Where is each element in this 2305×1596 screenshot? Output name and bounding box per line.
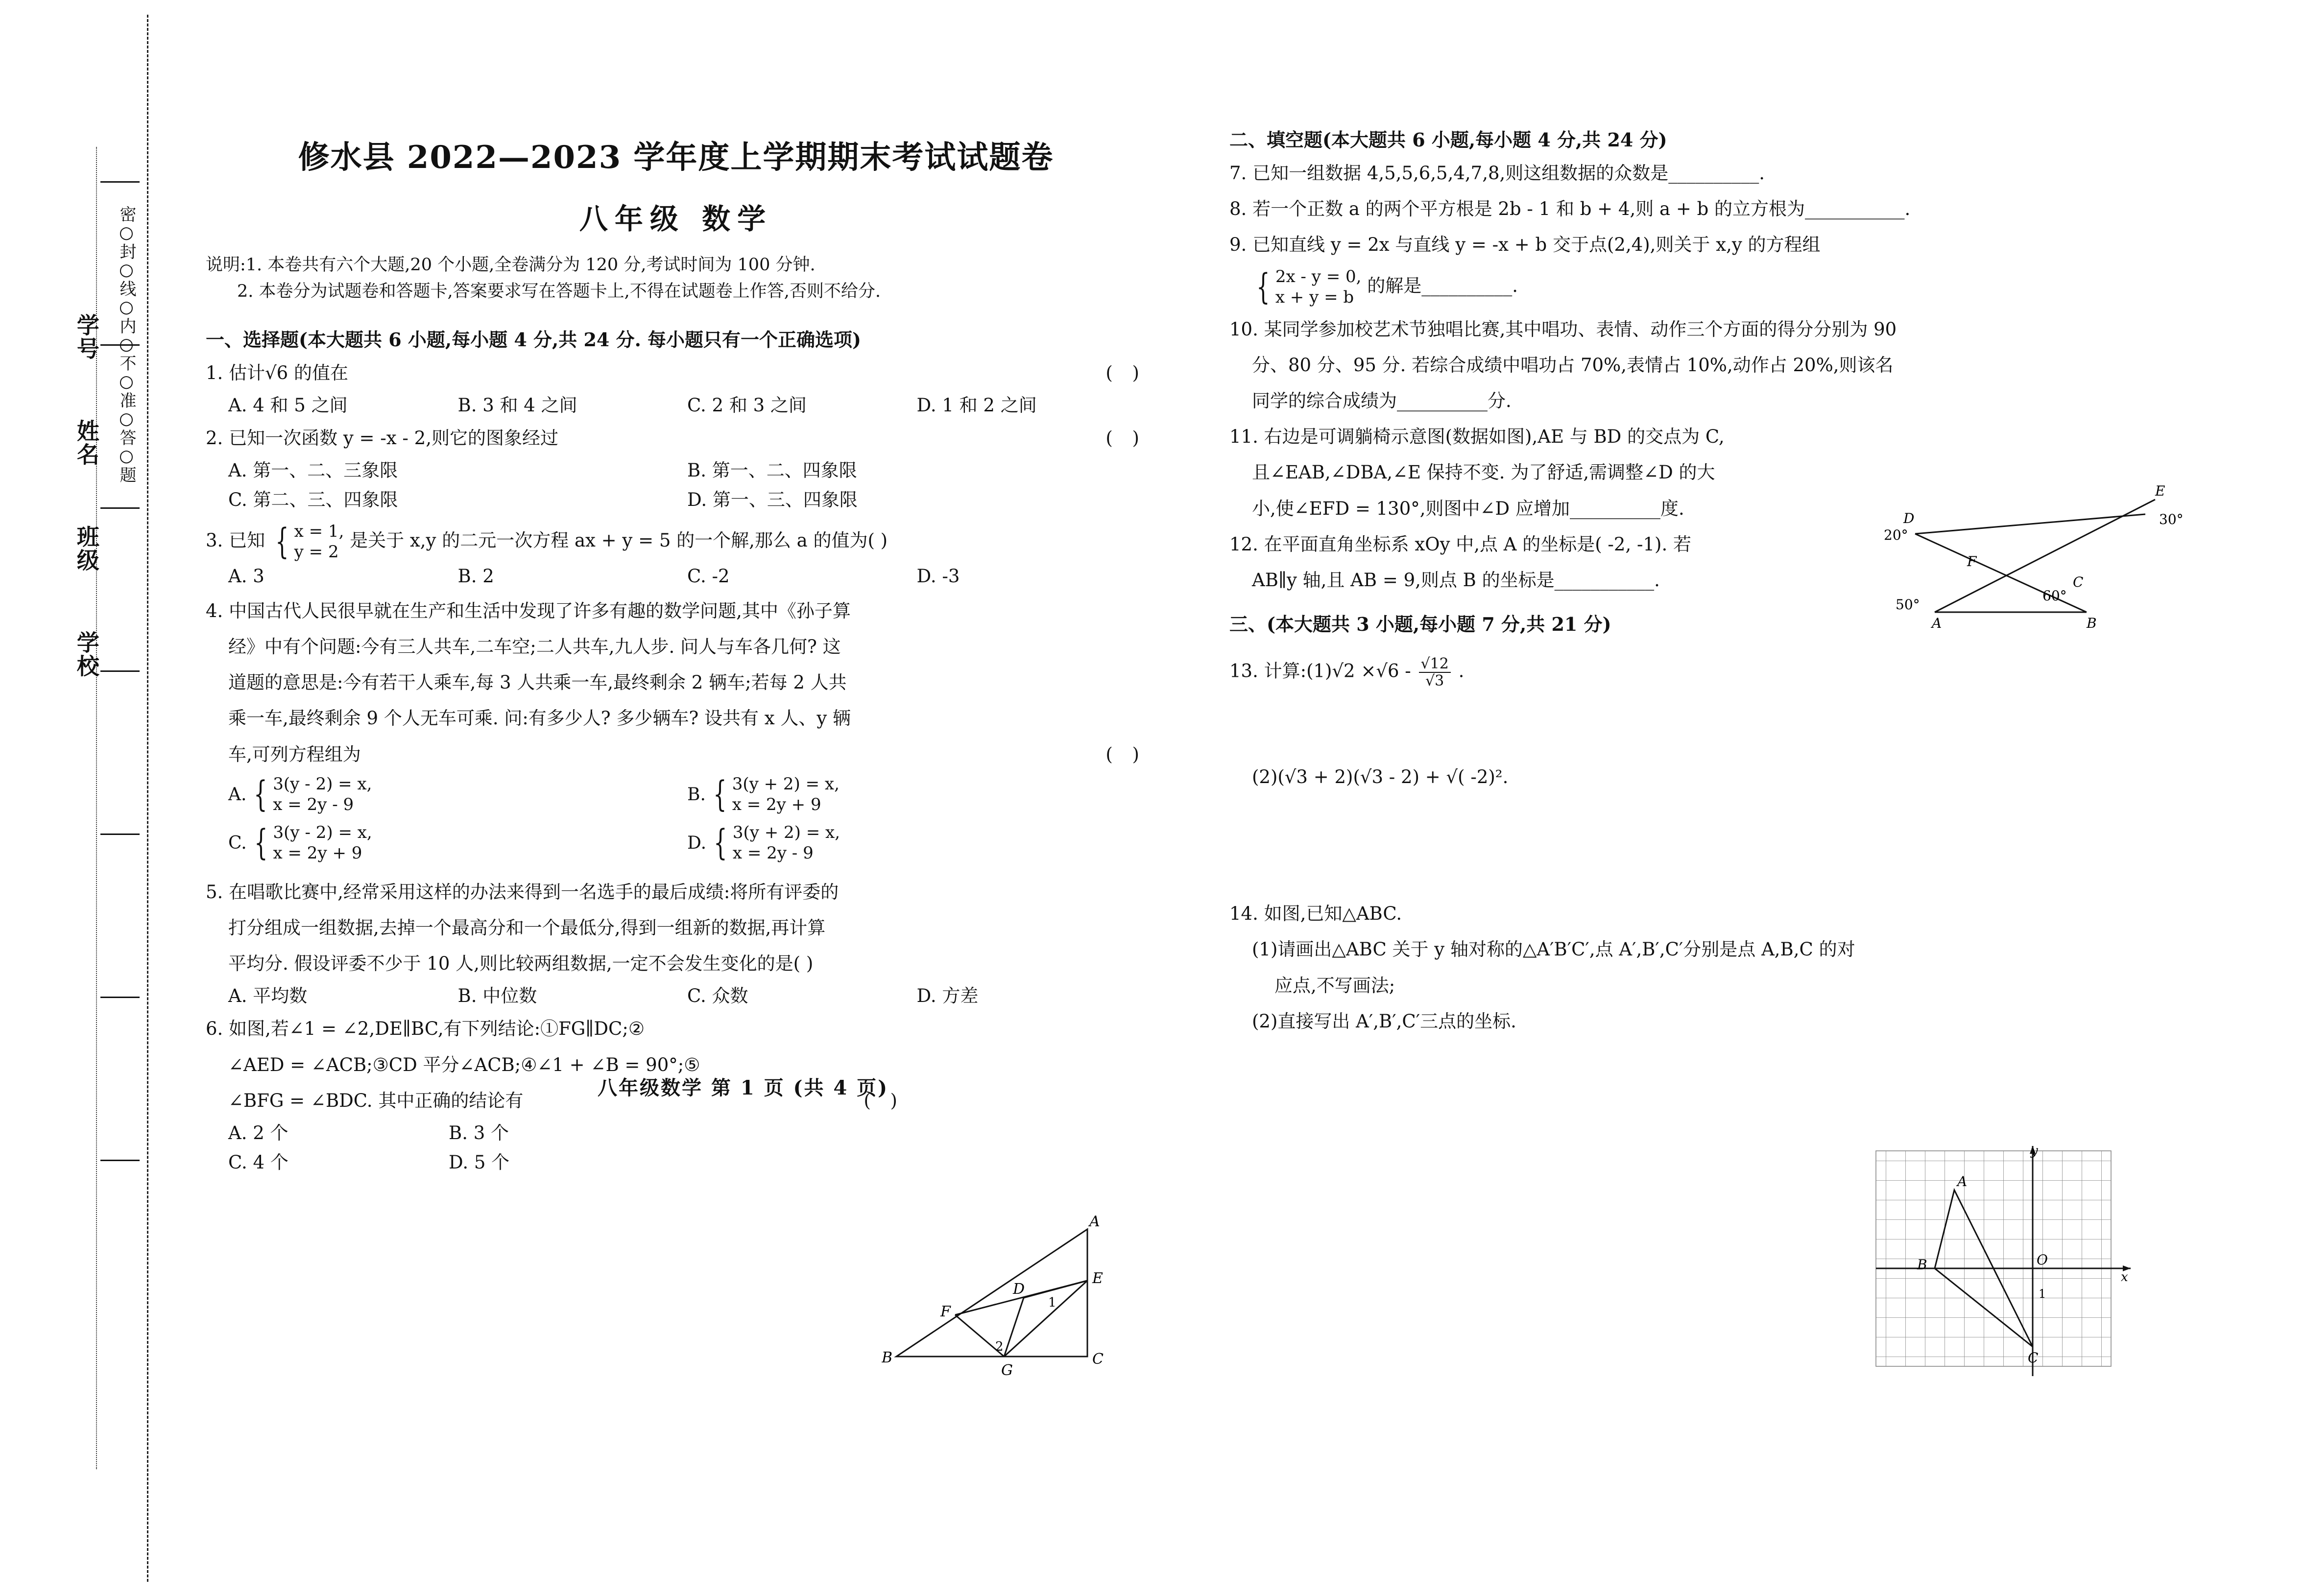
question-14-stem: 如图,已知△ABC. xyxy=(1264,903,1402,925)
svg-text:G: G xyxy=(1001,1362,1013,1379)
question-10-line-3: 同学的综合成绩为__________分. xyxy=(1252,390,1512,411)
question-12-line-2: AB∥y 轴,且 AB = 9,则点 B 的坐标是___________. xyxy=(1252,569,1660,591)
svg-text:B: B xyxy=(882,1349,893,1366)
question-6-line-1: 如图,若∠1 = ∠2,DE∥BC,有下列结论:①FG∥DC;② xyxy=(229,1018,645,1040)
exam-page-2 xyxy=(1229,0,2248,1366)
question-4-choice-d-row-1: 3(y + 2) = x, xyxy=(732,822,840,842)
svg-text:O: O xyxy=(2037,1252,2048,1268)
question-3-option-a: A. 3 xyxy=(228,565,264,587)
question-7-text: 已知一组数据 4,5,5,6,5,4,7,8,则这组数据的众数是__________. xyxy=(1252,163,1765,184)
question-5-line-3: 平均分. 假设评委不少于 10 人,则比较两组数据,一定不会发生变化的是( ) xyxy=(228,953,814,975)
question-2-answer-paren: ( ) xyxy=(1105,427,1146,449)
svg-text:x: x xyxy=(2121,1270,2128,1285)
fold-dashed-line xyxy=(147,15,148,1582)
question-13-fraction xyxy=(1419,656,1451,689)
svg-text:A: A xyxy=(1089,1213,1100,1230)
question-4-answer-paren: ( ) xyxy=(1105,743,1146,765)
question-5-number: 5. xyxy=(206,881,223,903)
question-4-choice-a xyxy=(228,774,687,815)
question-14-line-2: 应点,不写画法; xyxy=(1274,975,1395,996)
question-10-number: 10. xyxy=(1229,318,1258,340)
question-3-system-row-2: y = 2 xyxy=(294,542,339,562)
question-4-choice-d-row-2: x = 2y - 9 xyxy=(732,843,814,863)
question-4-line-3-row xyxy=(206,668,1146,697)
svg-text:C: C xyxy=(2028,1350,2039,1366)
question-4-choice-b xyxy=(687,774,1146,815)
question-4-choice-a-row-1: 3(y - 2) = x, xyxy=(273,774,372,794)
question-7-number: 7. xyxy=(1229,163,1247,184)
question-1-option-a: A. 4 和 5 之间 xyxy=(228,394,348,416)
question-9-number: 9. xyxy=(1229,234,1247,256)
question-14 xyxy=(1229,899,1847,928)
question-6-figure xyxy=(882,1210,1117,1381)
question-4-choices xyxy=(206,774,1146,871)
svg-text:A: A xyxy=(1957,1173,1968,1190)
question-4-choice-c xyxy=(228,822,687,864)
question-11-number: 11. xyxy=(1229,426,1258,448)
question-14-figure xyxy=(1866,1141,2140,1396)
question-13-tail: . xyxy=(1458,660,1465,682)
question-13-part-2-text: (2)(√3 + 2)(√3 - 2) + √( -2)². xyxy=(1252,766,1509,788)
question-6-options-row-1 xyxy=(206,1118,669,1144)
question-1-answer-paren: ( ) xyxy=(1105,362,1146,383)
seal-line-text: 密○封○线○内○不○准○答○题 xyxy=(117,206,136,483)
question-13-number: 13. xyxy=(1229,660,1258,682)
question-5-line-1: 在唱歌比赛中,经常采用这样的办法来得到一名选手的最后成绩:将所有评委的 xyxy=(229,881,839,903)
exam-page-1 xyxy=(206,0,1146,1379)
question-14-line-3-row xyxy=(1229,1007,1889,1036)
question-9-text: 已知直线 y = 2x 与直线 y = -x + b 交于点(2,4),则关于 x,y 的方程组 xyxy=(1252,234,1821,256)
question-6-option-b: B. 3 个 xyxy=(449,1122,509,1143)
question-13-part-2 xyxy=(1229,762,2248,791)
svg-text:E: E xyxy=(2155,483,2165,499)
question-1-number: 1. xyxy=(206,362,223,383)
page-title: 修水县 2022—2023 学年度上学期期末考试试题卷 xyxy=(298,139,1054,176)
svg-text:C: C xyxy=(1092,1351,1104,1368)
question-4-line-5-row xyxy=(206,740,1146,769)
question-4-choice-c-row-2: x = 2y + 9 xyxy=(273,843,362,863)
question-6-option-d: D. 5 个 xyxy=(449,1151,510,1173)
question-5-option-a: A. 平均数 xyxy=(228,985,308,1007)
svg-text:C: C xyxy=(2073,574,2084,590)
question-10-line-2: 分、80 分、95 分. 若综合成绩中唱功占 70%,表情占 10%,动作占 20%,则该名 xyxy=(1252,354,1894,376)
question-4-choice-c-label: C. xyxy=(228,833,247,853)
svg-text:A: A xyxy=(1932,615,1942,631)
question-11-line-3-row xyxy=(1229,494,1879,523)
question-1-option-c: C. 2 和 3 之间 xyxy=(687,394,807,416)
svg-text:D: D xyxy=(1013,1281,1025,1298)
question-9 xyxy=(1229,230,2248,259)
question-14-line-1: (1)请画出△ABC 关于 y 轴对称的△A′B′C′,点 A′,B′,C′分别是点 A,B,C 的对 xyxy=(1252,939,1855,960)
question-3-option-d: D. -3 xyxy=(916,565,960,587)
question-9-system-row xyxy=(1229,266,2248,308)
question-1-option-b: B. 3 和 4 之间 xyxy=(457,394,577,416)
question-3-option-c: C. -2 xyxy=(687,565,730,587)
question-12 xyxy=(1229,530,1856,559)
question-10-line-2-row xyxy=(1229,351,2248,380)
question-4-choice-a-row-2: x = 2y - 9 xyxy=(273,795,354,815)
seal-field-xingming: 姓名 xyxy=(73,419,100,466)
question-6-answer-paren: ( ) xyxy=(864,1090,904,1111)
question-6-number: 6. xyxy=(206,1018,223,1040)
question-6-line-3: ∠BFG = ∠BDC. 其中正确的结论有 xyxy=(228,1090,524,1111)
question-2-option-b: B. 第一、二、四象限 xyxy=(687,459,857,481)
question-11-figure xyxy=(1881,470,2185,632)
question-2-options-row-1 xyxy=(206,455,1146,482)
question-12-line-1: 在平面直角坐标系 xOy 中,点 A 的坐标是( -2, -1). 若 xyxy=(1264,533,1691,555)
question-6-option-c: C. 4 个 xyxy=(228,1151,288,1173)
question-5-option-c: C. 众数 xyxy=(687,985,748,1007)
svg-text:60°: 60° xyxy=(2042,588,2067,604)
brace-icon: { xyxy=(713,773,727,815)
svg-text:F: F xyxy=(1967,553,1977,570)
question-3 xyxy=(206,521,1146,563)
question-4-choice-b-row-1: 3(y + 2) = x, xyxy=(732,774,840,794)
instruction-line-1: 说明:1. 本卷共有六个大题,20 个小题,全卷满分为 120 分,考试时间为 100 分钟. xyxy=(206,255,816,275)
question-5-line-2: 打分组成一组数据,去掉一个最高分和一个最低分,得到一组新的数据,再计算 xyxy=(228,917,826,938)
question-6-options-row-2 xyxy=(206,1147,669,1174)
question-11-line-2-row xyxy=(1229,458,1879,487)
svg-text:20°: 20° xyxy=(1884,527,1908,543)
question-3-option-b: B. 2 xyxy=(457,565,494,587)
svg-text:F: F xyxy=(940,1303,951,1320)
instruction-line-2: 2. 本卷分为试题卷和答题卡,答案要求写在答题卡上,不得在试题卷上作答,否则不给分. xyxy=(237,282,881,302)
question-2-stem: 已知一次函数 y = -x - 2,则它的图象经过 xyxy=(229,427,558,449)
svg-text:E: E xyxy=(1092,1270,1103,1287)
question-14-line-2-row xyxy=(1229,971,1911,1000)
question-4-line-3: 道题的意思是:今有若干人乘车,每 3 人共乘一车,最终剩余 2 辆车;若每 2 人共 xyxy=(228,672,847,693)
question-6 xyxy=(206,1014,882,1043)
question-8 xyxy=(1229,194,2248,223)
question-1-options xyxy=(206,390,1146,417)
brace-icon: { xyxy=(714,822,727,863)
question-4-line-2-row xyxy=(206,632,1146,661)
question-1-stem: 估计√6 的值在 xyxy=(229,362,348,383)
question-8-text: 若一个正数 a 的两个平方根是 2b - 1 和 b + 4,则 a + b 的立方根为___________. xyxy=(1252,198,1911,220)
brace-icon: { xyxy=(254,822,268,863)
question-4-line-4: 乘一车,最终剩余 9 个人无车可乘. 问:有多少人? 多少辆车? 设共有 x 人、y 辆 xyxy=(228,708,851,729)
question-4-choice-b-label: B. xyxy=(687,784,706,805)
seal-rule-lines xyxy=(100,162,140,1459)
question-3-stem-b: 是关于 x,y 的二元一次方程 ax + y = 5 的一个解,那么 a 的值为( ) xyxy=(350,529,888,551)
question-13-fraction-denominator: √3 xyxy=(1425,672,1444,690)
question-4 xyxy=(206,596,1146,625)
section-2-heading: 二、填空题(本大题共 6 小题,每小题 4 分,共 24 分) xyxy=(1229,129,1667,151)
question-5 xyxy=(206,878,1146,906)
question-11-line-2: 且∠EAB,∠DBA,∠E 保持不变. 为了舒适,需调整∠D 的大 xyxy=(1252,462,1715,483)
question-9-system-row-1: 2x - y = 0, xyxy=(1275,266,1362,286)
question-10 xyxy=(1229,315,2248,344)
question-9-tail: 的解是__________. xyxy=(1367,275,1518,296)
question-4-number: 4. xyxy=(206,600,223,621)
seal-field-xuexiao: 学校 xyxy=(73,631,100,678)
question-7 xyxy=(1229,159,2248,188)
question-2-options-row-2 xyxy=(206,485,1146,511)
section-3-heading: 三、(本大题共 3 小题,每小题 7 分,共 21 分) xyxy=(1229,613,1611,636)
question-12-line-2-row xyxy=(1229,566,1879,595)
question-9-system-row-2: x + y = b xyxy=(1275,287,1354,308)
question-14-line-1-row xyxy=(1229,935,1889,964)
question-12-number: 12. xyxy=(1229,533,1258,555)
question-4-choice-b-row-2: x = 2y + 9 xyxy=(732,795,821,815)
question-5-option-b: B. 中位数 xyxy=(457,985,537,1007)
question-9-system xyxy=(1252,266,1361,308)
brace-icon: { xyxy=(275,521,289,562)
svg-text:50°: 50° xyxy=(1896,596,1920,613)
question-11-line-3: 小,使∠EFD = 130°,则图中∠D 应增加__________度. xyxy=(1252,498,1684,519)
page-1-footer: 八年级数学 第 1 页 (共 4 页) xyxy=(598,1076,889,1099)
question-3-number: 3. xyxy=(206,529,223,551)
question-2-number: 2. xyxy=(206,427,223,449)
seal-field-banji: 班级 xyxy=(73,525,100,572)
page-subtitle: 八年级 数学 xyxy=(579,202,773,236)
question-3-options xyxy=(206,566,1146,587)
question-5-option-d: D. 方差 xyxy=(916,985,979,1007)
question-5-line-3-row xyxy=(206,949,1146,978)
question-13 xyxy=(1229,656,2248,689)
question-5-options xyxy=(206,981,1146,1007)
svg-text:30°: 30° xyxy=(2159,511,2184,527)
question-6-option-a: A. 2 个 xyxy=(228,1122,288,1143)
question-4-line-2: 经》中有个问题:今有三人共车,二车空;二人共车,九人步. 问人与车各几何? 这 xyxy=(228,636,841,658)
question-4-line-5: 车,可列方程组为 xyxy=(228,743,361,765)
question-13-fraction-numerator: √12 xyxy=(1419,656,1451,673)
question-13-stem: 计算:(1)√2 ×√6 - xyxy=(1264,660,1411,682)
question-11 xyxy=(1229,422,1856,451)
question-3-stem-a: 已知 xyxy=(229,529,265,551)
brace-icon: { xyxy=(1256,266,1270,308)
question-10-line-3-row xyxy=(1229,386,2248,415)
question-6-line-2: ∠AED = ∠ACB;③CD 平分∠ACB;④∠1 + ∠B = 90°;⑤ xyxy=(228,1054,700,1075)
question-4-line-4-row xyxy=(206,704,1146,733)
question-10-line-1: 某同学参加校艺术节独唱比赛,其中唱功、表情、动作三个方面的得分分别为 90 xyxy=(1264,318,1897,340)
question-4-line-1: 中国古代人民很早就在生产和生活中发现了许多有趣的数学问题,其中《孙子算 xyxy=(229,600,851,621)
question-1 xyxy=(206,358,1146,387)
svg-text:1: 1 xyxy=(2039,1287,2046,1301)
question-3-system-row-1: x = 1, xyxy=(294,521,344,541)
question-2-option-c: C. 第二、三、四象限 xyxy=(228,489,398,510)
svg-text:D: D xyxy=(1903,510,1915,526)
question-2-option-a: A. 第一、二、三象限 xyxy=(228,459,398,481)
question-4-choice-d xyxy=(687,822,1146,864)
question-4-choice-c-row-1: 3(y - 2) = x, xyxy=(273,822,372,842)
question-3-system xyxy=(271,521,344,563)
brace-icon: { xyxy=(254,773,268,815)
question-11-line-1: 右边是可调躺椅示意图(数据如图),AE 与 BD 的交点为 C, xyxy=(1264,426,1725,448)
question-4-choice-d-label: D. xyxy=(687,833,707,853)
instructions xyxy=(206,252,1146,305)
seal-field-xuehao: 学号 xyxy=(73,313,100,360)
question-4-choice-a-label: A. xyxy=(228,784,247,805)
question-14-number: 14. xyxy=(1229,903,1258,925)
question-5-line-2-row xyxy=(206,913,1146,942)
section-1-heading: 一、选择题(本大题共 6 小题,每小题 4 分,共 24 分. 每小题只有一个正确选项) xyxy=(206,328,862,351)
question-14-line-3: (2)直接写出 A′,B′,C′三点的坐标. xyxy=(1252,1010,1516,1032)
svg-text:1: 1 xyxy=(1048,1295,1056,1310)
question-8-number: 8. xyxy=(1229,198,1247,220)
svg-text:B: B xyxy=(1917,1257,1927,1273)
question-1-option-d: D. 1 和 2 之间 xyxy=(916,394,1037,416)
svg-text:y: y xyxy=(2031,1143,2038,1158)
question-2 xyxy=(206,424,1146,453)
svg-text:B: B xyxy=(2087,615,2097,631)
question-2-option-d: D. 第一、三、四象限 xyxy=(687,489,858,510)
svg-text:2: 2 xyxy=(995,1339,1004,1354)
